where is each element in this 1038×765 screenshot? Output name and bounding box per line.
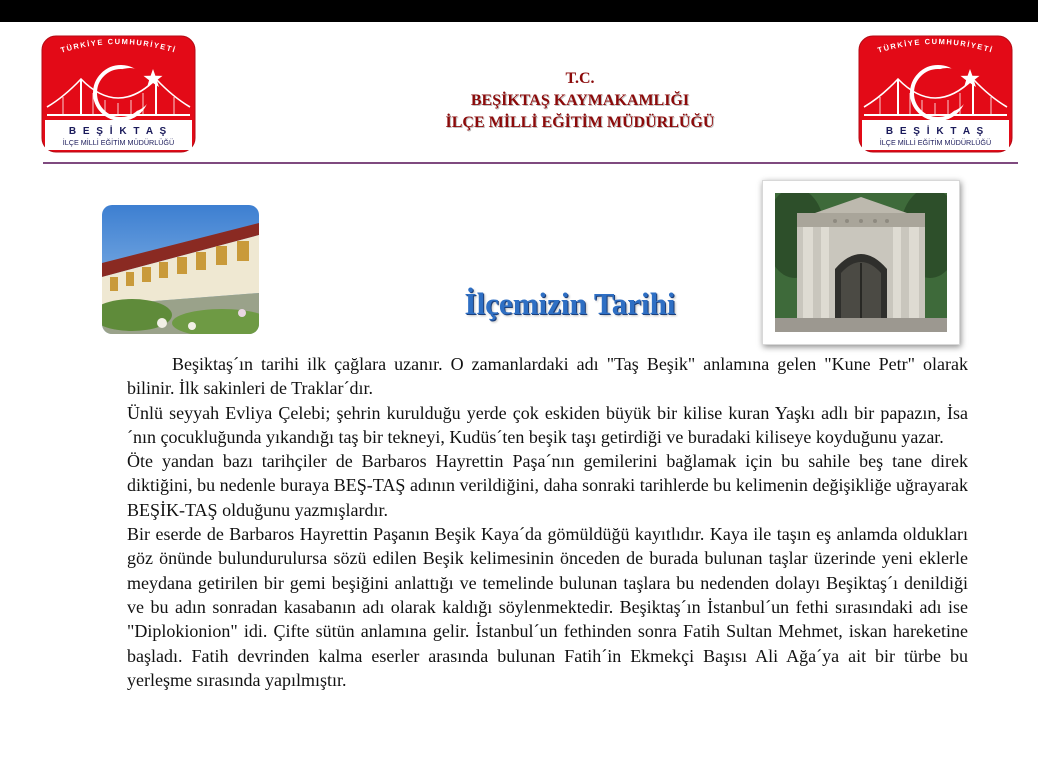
paragraph-3: Öte yandan bazı tarihçiler de Barbaros Hayrettin Paşa´nın gemilerini bağlamak için bu sahile beş tane direk diktiğini, bu nedenle buraya BEŞ-TAŞ adının verildiğini, daha sonraki tarihlerde bu kelimenin değişikliğe uğrayarak BEŞİK-TAŞ olduğunu yazmışlardır.: [127, 451, 968, 520]
school-building-photo: [102, 205, 259, 334]
header-title-block: [380, 68, 780, 134]
logo-arc-text: TÜRKİYE CUMHURİYETİ: [876, 36, 995, 55]
logo-sub-text: İLÇE MİLLİ EĞİTİM MÜDÜRLÜĞÜ: [62, 138, 175, 147]
besiktas-logo-right: [858, 35, 1013, 153]
page-title: İlçemizin Tarihi: [464, 286, 676, 321]
logo-arc-text: TÜRKİYE CUMHURİYETİ: [59, 36, 178, 55]
header-mudurluk: İLÇE MİLLİ EĞİTİM MÜDÜRLÜĞÜ: [445, 114, 715, 131]
history-body-text: [127, 352, 968, 692]
header-divider: [43, 162, 1018, 164]
paragraph-4: Bir eserde de Barbaros Hayrettin Paşanın Beşik Kaya´da gömüldüğü kayıtlıdır. Kaya ile taşın eş anlamda oldukları göz önünde bulundurulursa sözü edilen Beşik kelimesinin önceden de burada bulunan taşlar üzerinde yeni eklerle meydana getirilen bir gemi beşiğini anlattığı ve temelinde bulunan taşlara bu nedenden dolayı Beşiktaş´ı denildiği ve bu adın sonradan kasabanın adı olarak kaldığı söylenmektedir. Beşiktaş´ın İstanbul´un fethi sırasındaki adı ise "Diplokionion" idi. Çifte sütün anlamına gelir. İstanbul´un fethinden sonra Fatih Sultan Mehmet, iskan hareketine başladı. Fatih devrinden kalma eserler arasında bulunan Fatih´in Ekmekçi Başısı Ali Ağa´ya ait bir türbe bu yerleşme sırasında yapılmıştır.: [127, 524, 968, 690]
header-kaymakamlik: BEŞİKTAŞ KAYMAKAMLIĞI: [470, 92, 690, 109]
logo-name-text: B E Ş İ K T A Ş: [885, 126, 986, 137]
header-tc: T.C.: [565, 70, 595, 87]
logo-name-text: B E Ş İ K T A Ş: [68, 126, 169, 137]
paragraph-1: Beşiktaş´ın tarihi ilk çağlara uzanır. O zamanlardaki adı "Taş Beşik" anlamına gelen "Kune Petr" olarak bilinir. İlk sakinleri de Traklar´dır.: [127, 354, 968, 399]
besiktas-logo-left: [41, 35, 196, 153]
logo-sub-text: İLÇE MİLLİ EĞİTİM MÜDÜRLÜĞÜ: [879, 138, 992, 147]
paragraph-2: Ünlü seyyah Evliya Çelebi; şehrin kurulduğu yerde çok eskiden büyük bir kilise kuran Yaşkı adlı bir papazın, İsa´nın çocukluğunda yıkandığı taş bir tekneyi, Kudüs´ten beşik taşı getirdiği ve buradaki kiliseye koyduğunu yazar.: [127, 402, 968, 447]
top-black-bar: [0, 0, 1038, 22]
palace-gate-photo: [762, 180, 960, 345]
